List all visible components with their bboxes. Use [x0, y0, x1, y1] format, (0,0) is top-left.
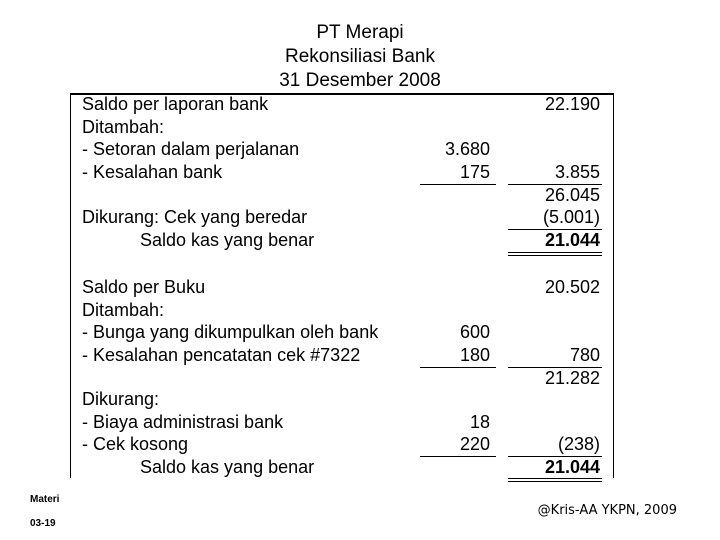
row-label: - Bunga yang dikumpulkan oleh bank [82, 322, 379, 342]
report-title: Rekonsiliasi Bank [285, 46, 435, 67]
materi-label: Materi [30, 494, 60, 505]
book-row-biaya [0, 411, 720, 433]
report-date: 31 Desember 2008 [279, 70, 441, 91]
row-col2: 22.190 [544, 94, 600, 114]
row-col1: 180 [459, 345, 490, 365]
row-col2: 26.045 [544, 185, 600, 205]
page-number: 03-19 [30, 518, 56, 529]
row-label: Saldo per Buku [82, 277, 206, 297]
row-col2: 3.855 [554, 162, 600, 182]
book-row-ditambah [0, 299, 720, 321]
book-row-saldo-benar [0, 456, 720, 478]
row-col2: 21.044 [544, 457, 600, 477]
row-label: Ditambah: [82, 117, 165, 137]
book-row-dikurang [0, 388, 720, 410]
bank-row-dikurang [0, 206, 720, 228]
company-name: PT Merapi [316, 22, 404, 43]
row-col2: 21.282 [544, 368, 600, 388]
row-label: Saldo kas yang benar [140, 457, 315, 477]
row-col2: 21.044 [544, 230, 600, 250]
row-col2: 780 [569, 345, 600, 365]
bank-row-saldo-benar [0, 229, 720, 251]
row-label: - Biaya administrasi bank [82, 412, 284, 432]
book-row-cek-kosong [0, 433, 720, 455]
row-col1: 600 [459, 322, 490, 342]
double-underline-top [508, 252, 602, 253]
row-label: - Cek kosong [82, 434, 189, 454]
row-col1: 18 [469, 412, 490, 432]
book-row-saldo [0, 276, 720, 298]
bank-row-subtotal [0, 184, 720, 206]
row-label: Dikurang: Cek yang beredar [82, 207, 308, 227]
row-col1: 175 [459, 162, 490, 182]
row-col2: 20.502 [544, 277, 600, 297]
bank-row-setoran [0, 138, 720, 160]
row-label: - Setoran dalam perjalanan [82, 139, 300, 159]
book-row-bunga [0, 321, 720, 343]
row-col1: 3.680 [444, 139, 490, 159]
row-col2: (238) [557, 434, 600, 454]
double-underline-top [508, 478, 602, 479]
row-label: Dikurang: [82, 389, 160, 409]
row-col1: 220 [459, 434, 490, 454]
double-underline-bottom [508, 255, 602, 256]
row-label: - Kesalahan pencatatan cek #7322 [82, 345, 361, 365]
row-col2: (5.001) [542, 207, 600, 227]
row-label: Ditambah: [82, 300, 165, 320]
row-label: Saldo per laporan bank [82, 94, 269, 114]
bank-row-ditambah [0, 116, 720, 138]
credit-text: @Kris-AA YKPN, 2009 [537, 503, 677, 518]
double-underline-bottom [508, 481, 602, 482]
row-label: Saldo kas yang benar [140, 230, 315, 250]
bank-row-kesalahan [0, 161, 720, 183]
bank-row-saldo [0, 93, 720, 115]
book-row-kesalahan [0, 344, 720, 366]
book-row-subtotal [0, 367, 720, 389]
row-label: - Kesalahan bank [82, 162, 223, 182]
